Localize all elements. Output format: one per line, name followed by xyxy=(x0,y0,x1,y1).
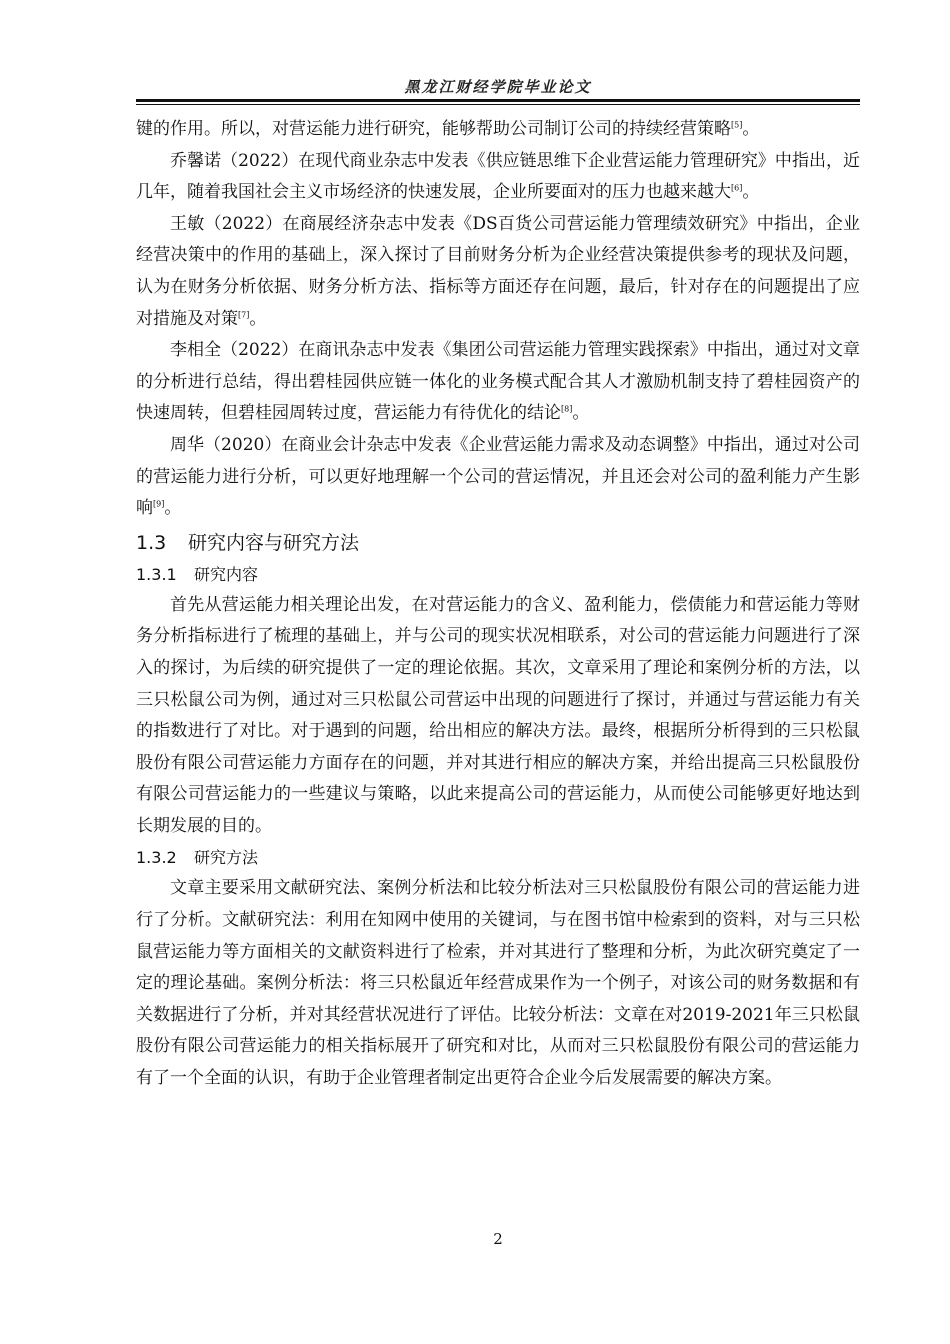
paragraph-review: 李相全（2022）在商讯杂志中发表《集团公司营运能力管理实践探索》中指出，通过对文章的分析进行总结，得出碧桂园供应链一体化的业务模式配合其人才激励机制支持了碧桂园资产的快速周转，但碧桂园周转过度，营运能力有待优化的结论[8]。 xyxy=(136,340,860,424)
paragraph-research-content: 首先从营运能力相关理论出发，在对营运能力的含义、盈利能力，偿债能力和营运能力等财务分析指标进行了梳理的基础上，并与公司的现实状况相联系，对公司的营运能力问题进行了深入的探讨，为后续的研究提供了一定的理论依据。其次，文章采用了理论和案例分析的方法，以三只松鼠公司为例，通过对三只松鼠公司营运中出现的问题进行了探讨，并通过与营运能力有关的指数进行了对比。对于遇到的问题，给出相应的解决方法。最终，根据所分析得到的三只松鼠股份有限公司营运能力方面存在的问题，并对其进行相应的解决方案，并给出提高三只松鼠股份有限公司营运能力的一些建议与策略，以此来提高公司的营运能力，从而使公司能够更好地达到长期发展的目的。 xyxy=(136,594,860,836)
section-heading-1-3-1 xyxy=(136,559,860,590)
section-heading-1-3-2 xyxy=(136,842,860,873)
section-title: 研究内容 xyxy=(194,564,259,584)
section-heading-1-3 xyxy=(136,527,860,559)
citation-ref: [7] xyxy=(238,309,250,319)
paragraph-research-method: 文章主要采用文献研究法、案例分析法和比较分析法对三只松鼠股份有限公司的营运能力进行了分析。文献研究法：利用在知网中使用的关键词，与在图书馆中检索到的资料，对与三只松鼠营运能力等方面相关的文献资料进行了检索，并对其进行了整理和分析，为此次研究奠定了一定的理论基础。案例分析法：将三只松鼠近年经营成果作为一个例子，对该公司的财务数据和有关数据进行了分析，并对其经营状况进行了评估。比较分析法：文章在对2019-2021年三只松鼠股份有限公司营运能力的相关指标展开了研究和对比，从而对三只松鼠股份有限公司的营运能力有了一个全面的认识，有助于企业管理者制定出更符合企业今后发展需要的解决方案。 xyxy=(136,878,860,1089)
header-rule-thick xyxy=(136,99,860,102)
paragraph-review: 王敏（2022）在商展经济杂志中发表《DS百货公司营运能力管理绩效研究》中指出，企业经营决策中的作用的基础上，深入探讨了目前财务分析为企业经营决策提供参考的现状及问题，认为在财务分析依据、财务分析方法、指标等方面还存在问题，最后，针对存在的问题提出了应对措施及对策[7]。 xyxy=(136,213,860,329)
section-number: 1.3.2 xyxy=(136,848,177,868)
page-body xyxy=(136,114,860,1095)
section-title: 研究内容与研究方法 xyxy=(188,531,360,554)
paragraph-review: 乔馨诺（2022）在现代商业杂志中发表《供应链思维下企业营运能力管理研究》中指出，近几年，随着我国社会主义市场经济的快速发展，企业所要面对的压力也越来越大[6]。 xyxy=(136,150,860,203)
section-title: 研究方法 xyxy=(194,848,259,868)
citation-ref: [9] xyxy=(153,499,165,509)
header-rule-thin xyxy=(136,104,860,105)
section-number: 1.3.1 xyxy=(136,564,177,584)
page-number: 2 xyxy=(493,1230,503,1248)
citation-ref: [8] xyxy=(561,404,573,414)
citation-ref: [6] xyxy=(731,183,743,193)
paragraph-review: 周华（2020）在商业会计杂志中发表《企业营运能力需求及动态调整》中指出，通过对公司的营运能力进行分析，可以更好地理解一个公司的营运情况，并且还会对公司的盈利能力产生影响[9]。 xyxy=(136,434,860,519)
running-header: 黑龙江财经学院毕业论文 xyxy=(404,78,592,96)
paragraph-continuation: 键的作用。所以，对营运能力进行研究，能够帮助公司制订公司的持续经营策略[5]。 xyxy=(136,119,760,139)
section-number: 1.3 xyxy=(136,531,167,554)
citation-ref: [5] xyxy=(731,120,743,130)
